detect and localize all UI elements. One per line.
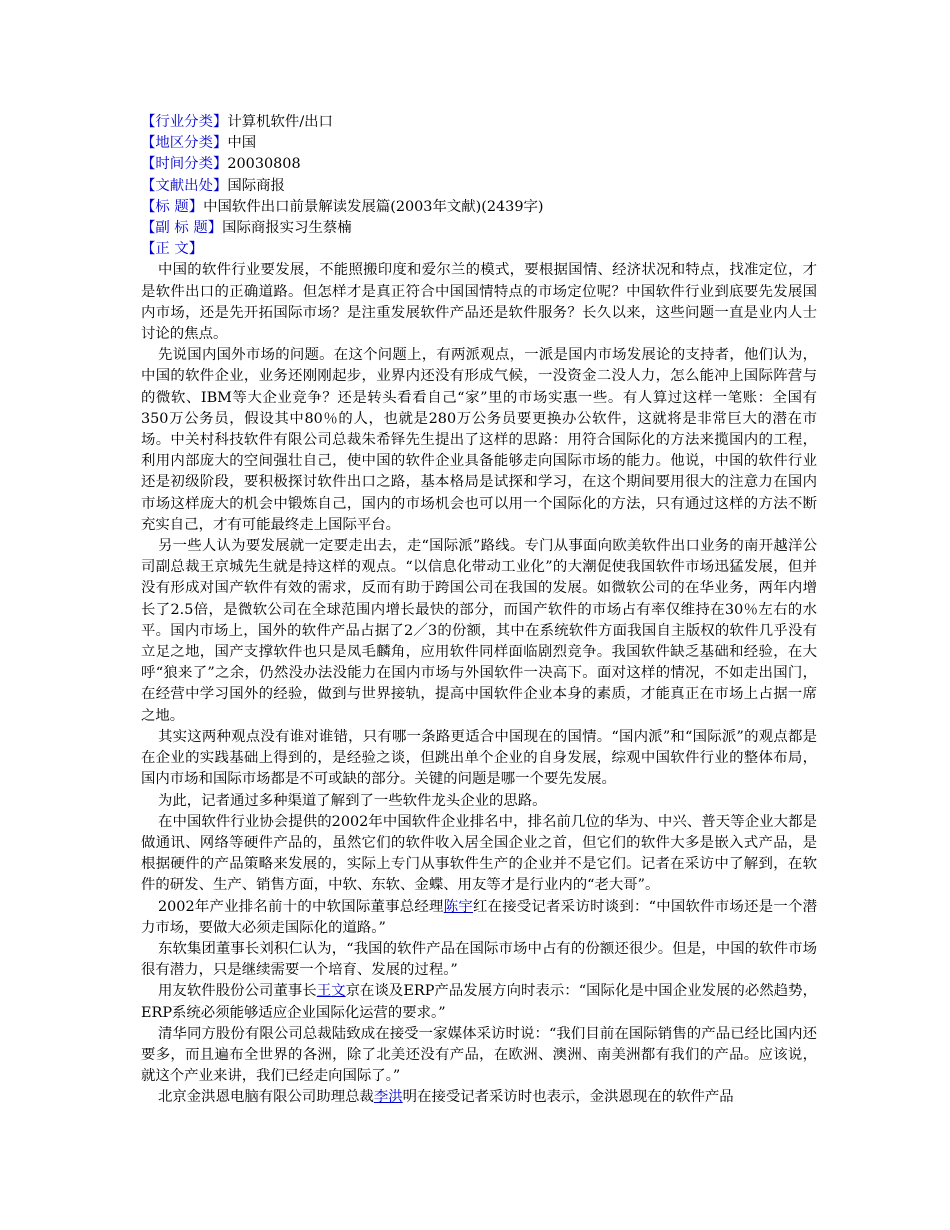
document-page [141,112,817,1109]
paragraph-text: 明在接受记者采访时也表示，金洪恩现在的软件产品 [402,1089,734,1106]
meta-label: 【行业分类】 [141,114,228,130]
person-link-wangwen[interactable]: 王文 [316,983,346,1000]
meta-subtitle [141,218,817,239]
paragraph: 其实这两种观点没有谁对谁错，只有哪一条路更适合中国现在的国情。“国内派”和“国际派”的观点都是在企业的实践基础上得到的，是经验之谈，但跳出单个企业的自身发展，综观中国软件行业的整体布局，国内市场和国际市场都是不可或缺的部分。关键的问题是哪一个要先发展。 [141,728,817,788]
paragraph: 先说国内国外市场的问题。在这个问题上，有两派观点，一派是国内市场发展论的支持者，他们认为，中国的软件企业，业务还刚刚起步，业界内还没有形成气候，一没资金二没人力，怎么能冲上国际阵营与的微软、IBM等大企业竞争？还是转头看看自己“家”里的市场实惠一些。有人算过这样一笔账：全国有350万公务员，假设其中80％的人，也就是280万公务员要更换办公软件，这就将是非常巨大的潜在市场。中关村科技软件有限公司总裁朱希铎先生提出了这样的思路：用符合国际化的方法来揽国内的工程，利用内部庞大的空间强壮自己，使中国的软件企业具备能够走向国际市场的能力。他说，中国的软件行业还是初级阶段，要积极探讨软件出口之路，基本格局是试探和学习，在这个期间要用很大的注意力在国内市场这样庞大的机会中锻炼自己，国内的市场机会也可以用一个国际化的方法，只有通过这样的方法不断充实自己，才有可能最终走上国际平台。 [141,347,817,533]
meta-label: 【副 标 题】 [141,220,223,237]
meta-title [141,197,817,218]
paragraph-text: 北京金洪恩电脑有限公司助理总裁 [158,1089,374,1106]
meta-industry [141,112,817,133]
person-link-lihong[interactable]: 李洪 [373,1089,403,1106]
paragraph: 东软集团董事长刘积仁认为，“我国的软件产品在国际市场中占有的份额还很少。但是，中国的软件市场很有潜力，只是继续需要一个培育、发展的过程。” [141,940,817,979]
paragraph [141,981,817,1023]
paragraph-text: 红在接受记者采访时谈到：“中国软件市场还是一个潜力市场，要做大必须走国际化的道路。” [141,898,817,936]
meta-label: 【文献出处】 [141,177,228,194]
paragraph: 在中国软件行业协会提供的2002年中国软件企业排名中，排名前几位的华为、中兴、普天等企业大都是做通讯、网络等硬件产品的，虽然它们的软件收入居全国企业之首，但它们的软件大多是嵌入式产品，是根据硬件的产品策略来发展的，实际上专门从事软件生产的企业并不是它们。记者在采访中了解到，在软件的研发、生产、销售方面，中软、东软、金蝶、用友等才是行业内的“老大哥”。 [141,813,817,894]
paragraph [141,897,817,939]
person-link-chenyu[interactable]: 陈宇 [443,898,473,915]
meta-body [141,239,817,260]
meta-label: 【标 题】 [141,198,204,215]
meta-label: 【时间分类】 [141,156,228,173]
meta-value: 中国 [227,135,257,152]
paragraph: 另一些人认为要发展就一定要走出去，走“国际派”路线。专门从事面向欧美软件出口业务的南开越洋公司副总裁王京城先生就是持这样的观点。“以信息化带动工业化”的大潮促使我国软件市场迅猛发展，但并没有形成对国产软件有效的需求，反而有助于跨国公司在我国的发展。如微软公司的在华业务，两年内增长了2.5倍，是微软公司在全球范围内增长最快的部分，而国产软件的市场占有率仅维持在30％左右的水平。国内市场上，国外的软件产品占据了2／3的份额，其中在系统软件方面我国自主版权的软件几乎没有立足之地，国产支撑软件也只是凤毛麟角，应用软件同样面临剧烈竞争。我国软件缺乏基础和经验，在大呼“狼来了”之余，仍然没办法没能力在国内市场与外国软件一决高下。面对这样的情况，不如走出国门，在经营中学习国外的经验，做到与世界接轨，提高中国软件企业本身的素质，才能真正在市场上占据一席之地。 [141,538,817,724]
meta-value: 20030808 [227,156,301,173]
meta-value: 国际商报实习生蔡楠 [222,220,352,237]
paragraph-text: 京在谈及ERP产品发展方向时表示：“国际化是中国企业发展的必然趋势，ERP系统必须能够适应企业国际化运营的要求。” [141,983,817,1021]
meta-region [141,133,817,154]
meta-value: 国际商报 [227,177,285,194]
meta-date [141,154,817,175]
meta-value: 中国软件出口前景解读发展篇(2003年文献)(2439字) [203,198,544,215]
meta-label: 【正 文】 [141,241,204,258]
paragraph [141,1087,817,1108]
meta-label: 【地区分类】 [141,135,228,152]
paragraph-text: 用友软件股份公司董事长 [158,983,317,1000]
paragraph: 清华同方股份有限公司总裁陆致成在接受一家媒体采访时说：“我们目前在国际销售的产品已经比国内还要多，而且遍布全世界的各洲，除了北美还没有产品，在欧洲、澳洲、南美洲都有我们的产品。应该说，就这个产业来讲，我们已经走向国际了。” [141,1025,817,1085]
paragraph: 中国的软件行业要发展，不能照搬印度和爱尔兰的模式，要根据国情、经济状况和特点，找准定位，才是软件出口的正确道路。但怎样才是真正符合中国国情特点的市场定位呢？中国软件行业到底要先发展国内市场，还是先开拓国际市场？是注重发展软件产品还是软件服务？长久以来，这些问题一直是业内人士讨论的焦点。 [141,262,817,343]
paragraph: 为此，记者通过多种渠道了解到了一些软件龙头企业的思路。 [158,792,547,809]
paragraph-text: 2002年产业排名前十的中软国际董事总经理 [158,898,444,915]
meta-value: 计算机软件/出口 [227,114,333,130]
meta-source [141,176,817,197]
